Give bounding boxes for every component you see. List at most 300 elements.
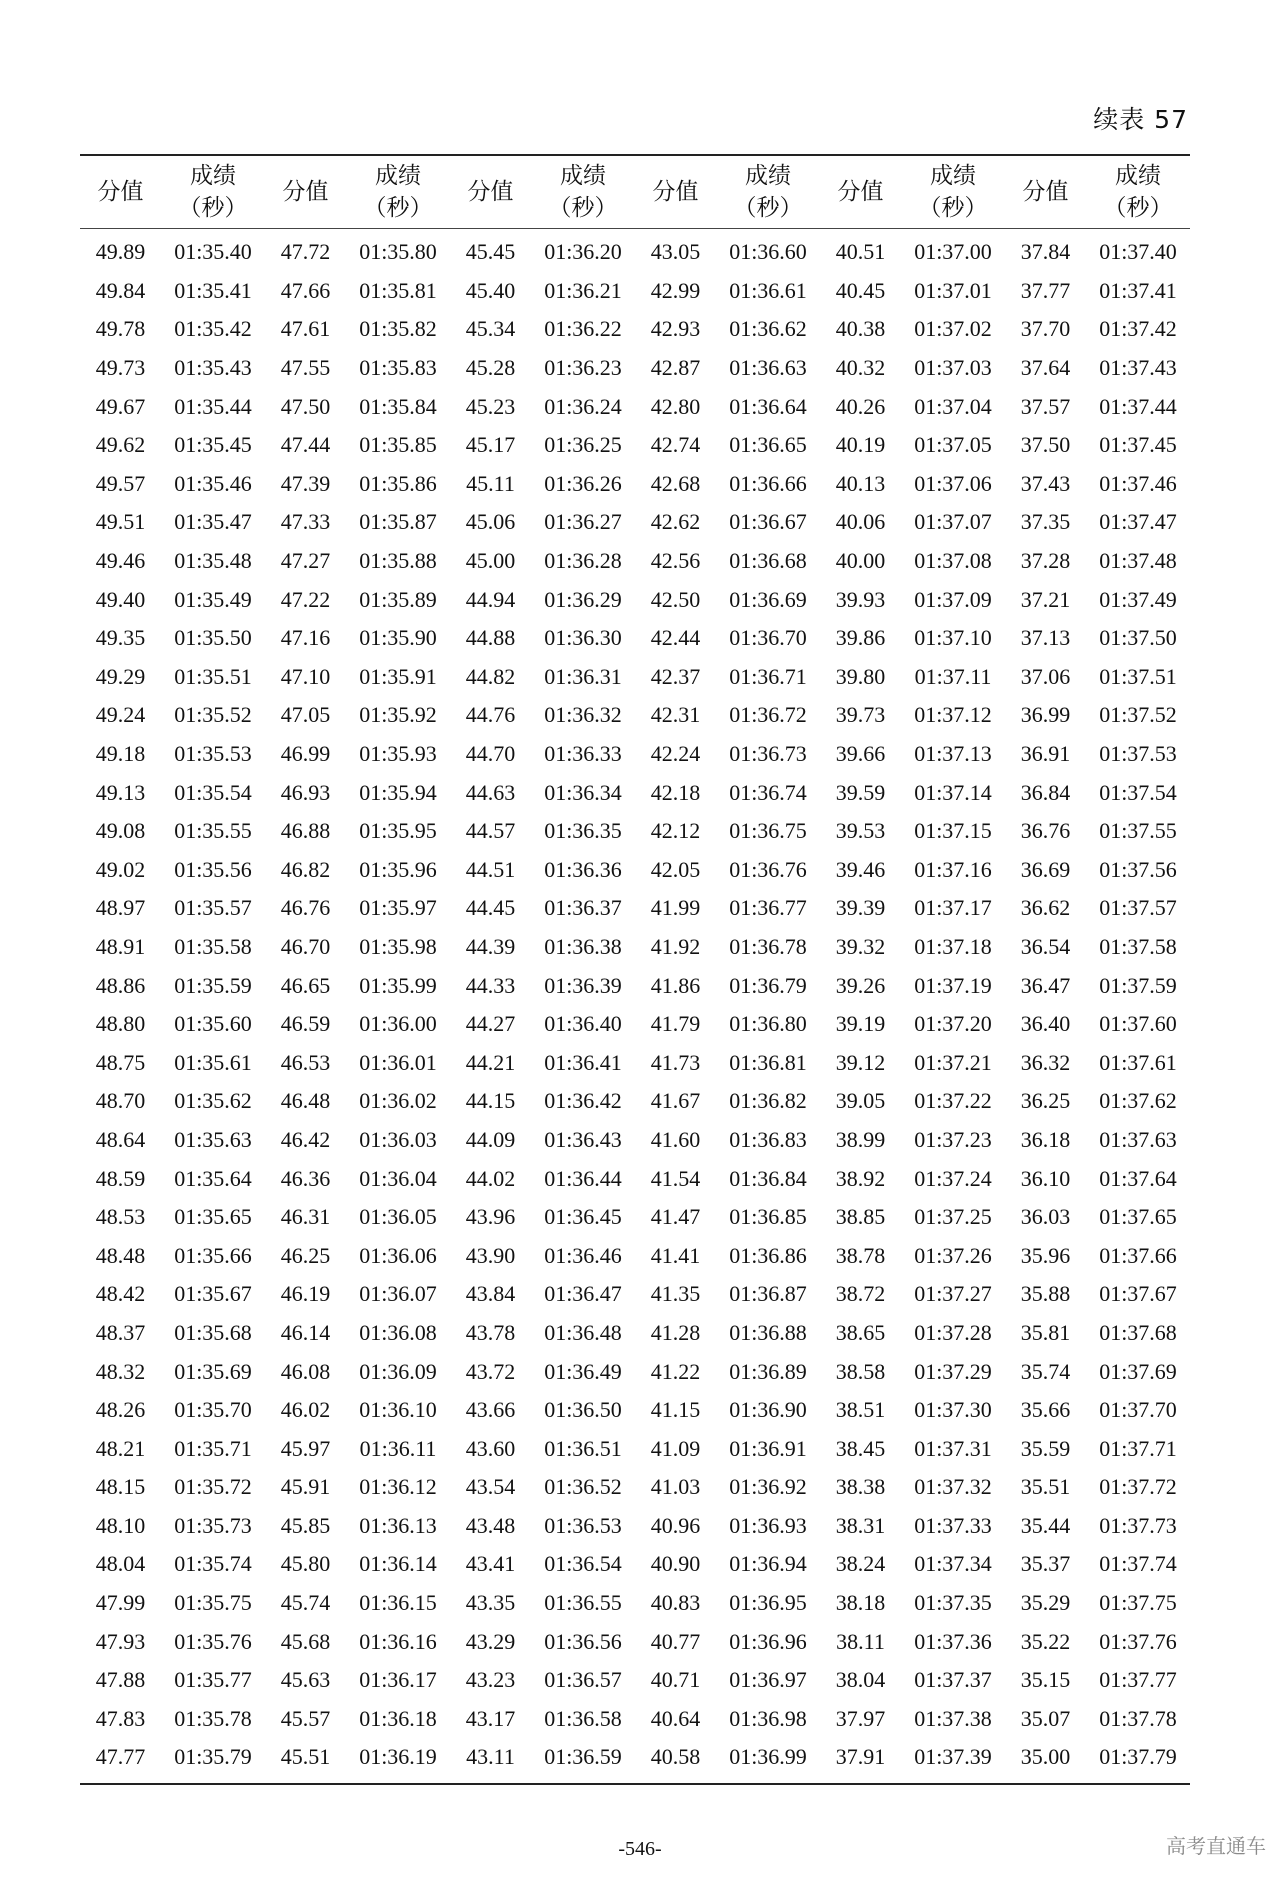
score-cell: 42.37 — [650, 663, 701, 689]
score-cell: 48.37 — [95, 1319, 146, 1345]
result-cell: 01:36.02 — [359, 1088, 437, 1114]
result-cell: 01:36.39 — [544, 972, 622, 998]
score-cell: 36.32 — [1020, 1049, 1071, 1075]
score-cell: 47.10 — [280, 663, 331, 689]
result-cell: 01:36.95 — [729, 1590, 807, 1616]
table-row — [80, 1545, 1190, 1584]
score-cell: 36.47 — [1020, 972, 1071, 998]
score-cell: 41.47 — [650, 1204, 701, 1230]
table-row — [80, 1391, 1190, 1430]
table-row — [80, 1159, 1190, 1198]
result-cell: 01:37.43 — [1099, 355, 1177, 381]
result-header: 成绩 （秒） — [901, 155, 1005, 229]
score-cell: 40.83 — [650, 1590, 701, 1616]
result-cell: 01:37.51 — [1099, 663, 1177, 689]
result-cell: 01:36.07 — [359, 1281, 437, 1307]
result-cell: 01:36.78 — [729, 933, 807, 959]
result-cell: 01:37.00 — [914, 239, 992, 265]
result-cell: 01:36.14 — [359, 1551, 437, 1577]
score-cell: 42.80 — [650, 393, 701, 419]
score-cell: 37.91 — [835, 1744, 886, 1770]
result-cell: 01:37.38 — [914, 1705, 992, 1731]
result-cell: 01:35.68 — [174, 1319, 252, 1345]
result-cell: 01:36.00 — [359, 1011, 437, 1037]
score-cell: 39.32 — [835, 933, 886, 959]
score-cell: 41.99 — [650, 895, 701, 921]
score-cell: 41.54 — [650, 1165, 701, 1191]
result-cell: 01:35.66 — [174, 1242, 252, 1268]
score-cell: 39.86 — [835, 625, 886, 651]
result-cell: 01:37.61 — [1099, 1049, 1177, 1075]
result-cell: 01:37.12 — [914, 702, 992, 728]
score-cell: 44.63 — [465, 779, 516, 805]
score-cell: 38.24 — [835, 1551, 886, 1577]
table-row — [80, 966, 1190, 1005]
table-header-row — [80, 155, 1190, 229]
result-cell: 01:36.38 — [544, 933, 622, 959]
score-cell: 38.99 — [835, 1126, 886, 1152]
result-cell: 01:36.03 — [359, 1126, 437, 1152]
watermark: 高考直通车 — [1166, 1834, 1266, 1858]
result-cell: 01:37.63 — [1099, 1126, 1177, 1152]
result-cell: 01:37.69 — [1099, 1358, 1177, 1384]
result-cell: 01:35.51 — [174, 663, 252, 689]
result-cell: 01:37.67 — [1099, 1281, 1177, 1307]
result-cell: 01:37.42 — [1099, 316, 1177, 342]
score-cell: 42.87 — [650, 355, 701, 381]
result-cell: 01:36.69 — [729, 586, 807, 612]
result-cell: 01:37.45 — [1099, 432, 1177, 458]
result-cell: 01:35.73 — [174, 1512, 252, 1538]
result-cell: 01:36.92 — [729, 1474, 807, 1500]
table-row — [80, 889, 1190, 928]
score-cell: 42.31 — [650, 702, 701, 728]
score-cell: 40.00 — [835, 548, 886, 574]
result-cell: 01:37.26 — [914, 1242, 992, 1268]
result-cell: 01:36.97 — [729, 1667, 807, 1693]
result-cell: 01:35.88 — [359, 548, 437, 574]
result-cell: 01:37.44 — [1099, 393, 1177, 419]
score-cell: 46.88 — [280, 818, 331, 844]
result-cell: 01:36.61 — [729, 277, 807, 303]
result-cell: 01:35.96 — [359, 856, 437, 882]
score-cell: 44.76 — [465, 702, 516, 728]
score-cell: 49.62 — [95, 432, 146, 458]
result-cell: 01:36.71 — [729, 663, 807, 689]
score-cell: 38.18 — [835, 1590, 886, 1616]
score-cell: 47.27 — [280, 548, 331, 574]
score-cell: 41.67 — [650, 1088, 701, 1114]
result-cell: 01:36.68 — [729, 548, 807, 574]
score-cell: 40.45 — [835, 277, 886, 303]
score-cell: 45.51 — [280, 1744, 331, 1770]
result-cell: 01:36.75 — [729, 818, 807, 844]
result-cell: 01:36.33 — [544, 741, 622, 767]
result-cell: 01:36.90 — [729, 1397, 807, 1423]
result-cell: 01:36.77 — [729, 895, 807, 921]
result-cell: 01:37.31 — [914, 1435, 992, 1461]
score-cell: 39.73 — [835, 702, 886, 728]
result-cell: 01:36.51 — [544, 1435, 622, 1461]
table-row — [80, 1429, 1190, 1468]
score-cell: 43.41 — [465, 1551, 516, 1577]
result-cell: 01:37.03 — [914, 355, 992, 381]
score-cell: 36.25 — [1020, 1088, 1071, 1114]
result-cell: 01:36.01 — [359, 1049, 437, 1075]
score-cell: 40.19 — [835, 432, 886, 458]
score-cell: 42.24 — [650, 741, 701, 767]
score-cell: 44.09 — [465, 1126, 516, 1152]
result-cell: 01:36.26 — [544, 470, 622, 496]
result-cell: 01:36.13 — [359, 1512, 437, 1538]
score-cell: 43.48 — [465, 1512, 516, 1538]
score-cell: 38.92 — [835, 1165, 886, 1191]
result-cell: 01:37.14 — [914, 779, 992, 805]
score-cell: 43.11 — [466, 1744, 515, 1770]
result-cell: 01:37.77 — [1099, 1667, 1177, 1693]
result-cell: 01:36.82 — [729, 1088, 807, 1114]
result-cell: 01:37.60 — [1099, 1011, 1177, 1037]
result-cell: 01:37.73 — [1099, 1512, 1177, 1538]
score-cell: 40.96 — [650, 1512, 701, 1538]
score-cell: 40.38 — [835, 316, 886, 342]
score-cell: 48.53 — [95, 1204, 146, 1230]
score-cell: 47.16 — [280, 625, 331, 651]
table-row — [80, 1468, 1190, 1507]
result-cell: 01:35.49 — [174, 586, 252, 612]
result-cell: 01:36.52 — [544, 1474, 622, 1500]
score-cell: 41.41 — [650, 1242, 701, 1268]
score-cell: 47.22 — [280, 586, 331, 612]
result-cell: 01:36.24 — [544, 393, 622, 419]
table-row — [80, 1507, 1190, 1546]
score-cell: 40.71 — [650, 1667, 701, 1693]
score-cell: 46.25 — [280, 1242, 331, 1268]
score-cell: 39.80 — [835, 663, 886, 689]
result-cell: 01:35.89 — [359, 586, 437, 612]
result-cell: 01:37.30 — [914, 1397, 992, 1423]
score-cell: 37.77 — [1020, 277, 1071, 303]
score-cell: 36.03 — [1020, 1204, 1071, 1230]
result-cell: 01:37.24 — [914, 1165, 992, 1191]
score-cell: 41.03 — [650, 1474, 701, 1500]
table-row — [80, 503, 1190, 542]
score-cell: 35.88 — [1020, 1281, 1071, 1307]
result-cell: 01:36.34 — [544, 779, 622, 805]
result-cell: 01:37.50 — [1099, 625, 1177, 651]
result-cell: 01:37.78 — [1099, 1705, 1177, 1731]
score-cell: 43.23 — [465, 1667, 516, 1693]
score-cell: 39.53 — [835, 818, 886, 844]
result-cell: 01:36.28 — [544, 548, 622, 574]
table-row — [80, 1043, 1190, 1082]
result-cell: 01:36.06 — [359, 1242, 437, 1268]
score-cell: 38.04 — [835, 1667, 886, 1693]
result-cell: 01:36.16 — [359, 1628, 437, 1654]
score-cell: 49.89 — [95, 239, 146, 265]
result-header: 成绩 （秒） — [346, 155, 450, 229]
result-cell: 01:36.85 — [729, 1204, 807, 1230]
result-cell: 01:36.45 — [544, 1204, 622, 1230]
score-cell: 47.72 — [280, 239, 331, 265]
score-cell: 39.19 — [835, 1011, 886, 1037]
result-cell: 01:35.78 — [174, 1705, 252, 1731]
result-cell: 01:36.05 — [359, 1204, 437, 1230]
score-cell: 35.81 — [1020, 1319, 1071, 1345]
result-cell: 01:35.56 — [174, 856, 252, 882]
result-cell: 01:36.11 — [359, 1435, 437, 1461]
table-row — [80, 1700, 1190, 1739]
result-cell: 01:36.62 — [729, 316, 807, 342]
result-cell: 01:35.84 — [359, 393, 437, 419]
result-cell: 01:35.85 — [359, 432, 437, 458]
score-cell: 49.57 — [95, 470, 146, 496]
score-cell: 35.29 — [1020, 1590, 1071, 1616]
result-cell: 01:36.98 — [729, 1705, 807, 1731]
score-cell: 46.02 — [280, 1397, 331, 1423]
score-cell: 46.70 — [280, 933, 331, 959]
result-cell: 01:35.58 — [174, 933, 252, 959]
result-cell: 01:37.40 — [1099, 239, 1177, 265]
score-cell: 44.02 — [465, 1165, 516, 1191]
result-cell: 01:37.59 — [1099, 972, 1177, 998]
table-row — [80, 349, 1190, 388]
score-header: 分值 — [820, 155, 901, 229]
result-cell: 01:37.66 — [1099, 1242, 1177, 1268]
result-cell: 01:36.22 — [544, 316, 622, 342]
result-cell: 01:36.74 — [729, 779, 807, 805]
result-cell: 01:35.59 — [174, 972, 252, 998]
score-cell: 38.72 — [835, 1281, 886, 1307]
result-cell: 01:36.76 — [729, 856, 807, 882]
score-cell: 36.54 — [1020, 933, 1071, 959]
score-cell: 43.84 — [465, 1281, 516, 1307]
score-cell: 49.84 — [95, 277, 146, 303]
score-cell: 47.83 — [95, 1705, 146, 1731]
result-cell: 01:35.67 — [174, 1281, 252, 1307]
score-cell: 35.51 — [1020, 1474, 1071, 1500]
result-cell: 01:37.01 — [914, 277, 992, 303]
score-cell: 46.08 — [280, 1358, 331, 1384]
result-cell: 01:35.60 — [174, 1011, 252, 1037]
result-cell: 01:36.04 — [359, 1165, 437, 1191]
score-cell: 35.22 — [1020, 1628, 1071, 1654]
score-cell: 45.63 — [280, 1667, 331, 1693]
result-cell: 01:35.46 — [174, 470, 252, 496]
result-cell: 01:36.99 — [729, 1744, 807, 1770]
result-cell: 01:37.18 — [914, 933, 992, 959]
score-cell: 48.80 — [95, 1011, 146, 1037]
score-cell: 43.17 — [465, 1705, 516, 1731]
score-cell: 47.50 — [280, 393, 331, 419]
score-cell: 37.43 — [1020, 470, 1071, 496]
result-cell: 01:36.08 — [359, 1319, 437, 1345]
result-cell: 01:36.89 — [729, 1358, 807, 1384]
result-cell: 01:35.64 — [174, 1165, 252, 1191]
score-cell: 41.92 — [650, 933, 701, 959]
result-cell: 01:35.80 — [359, 239, 437, 265]
score-cell: 44.94 — [465, 586, 516, 612]
result-cell: 01:36.32 — [544, 702, 622, 728]
result-header: 成绩 （秒） — [531, 155, 635, 229]
result-cell: 01:35.71 — [174, 1435, 252, 1461]
score-cell: 49.08 — [95, 818, 146, 844]
score-cell: 45.06 — [465, 509, 516, 535]
score-cell: 48.42 — [95, 1281, 146, 1307]
result-cell: 01:35.81 — [359, 277, 437, 303]
result-cell: 01:37.65 — [1099, 1204, 1177, 1230]
result-cell: 01:36.12 — [359, 1474, 437, 1500]
result-cell: 01:37.09 — [914, 586, 992, 612]
result-cell: 01:36.80 — [729, 1011, 807, 1037]
score-cell: 38.45 — [835, 1435, 886, 1461]
table-row — [80, 542, 1190, 581]
result-cell: 01:37.10 — [914, 625, 992, 651]
result-cell: 01:35.53 — [174, 741, 252, 767]
table-body — [80, 229, 1190, 1784]
score-cell: 36.40 — [1020, 1011, 1071, 1037]
score-cell: 35.00 — [1020, 1744, 1071, 1770]
score-cell: 35.96 — [1020, 1242, 1071, 1268]
score-cell: 46.82 — [280, 856, 331, 882]
table-row — [80, 580, 1190, 619]
result-cell: 01:36.35 — [544, 818, 622, 844]
score-cell: 44.70 — [465, 741, 516, 767]
score-header: 分值 — [265, 155, 346, 229]
score-cell: 39.26 — [835, 972, 886, 998]
score-cell: 48.70 — [95, 1088, 146, 1114]
score-cell: 37.21 — [1020, 586, 1071, 612]
score-cell: 45.57 — [280, 1705, 331, 1731]
result-cell: 01:36.72 — [729, 702, 807, 728]
result-cell: 01:37.19 — [914, 972, 992, 998]
score-cell: 47.05 — [280, 702, 331, 728]
result-cell: 01:36.84 — [729, 1165, 807, 1191]
score-header: 分值 — [635, 155, 716, 229]
score-cell: 47.33 — [280, 509, 331, 535]
score-cell: 46.65 — [280, 972, 331, 998]
result-cell: 01:35.52 — [174, 702, 252, 728]
score-cell: 49.73 — [95, 355, 146, 381]
score-cell: 40.51 — [835, 239, 886, 265]
result-cell: 01:36.70 — [729, 625, 807, 651]
score-cell: 47.66 — [280, 277, 331, 303]
result-cell: 01:37.62 — [1099, 1088, 1177, 1114]
result-header: 成绩 （秒） — [161, 155, 265, 229]
score-cell: 48.04 — [95, 1551, 146, 1577]
result-cell: 01:36.25 — [544, 432, 622, 458]
result-cell: 01:36.19 — [359, 1744, 437, 1770]
score-cell: 47.44 — [280, 432, 331, 458]
table-row — [80, 426, 1190, 465]
score-cell: 39.39 — [835, 895, 886, 921]
score-header: 分值 — [80, 155, 161, 229]
result-cell: 01:36.66 — [729, 470, 807, 496]
result-cell: 01:36.40 — [544, 1011, 622, 1037]
score-cell: 47.93 — [95, 1628, 146, 1654]
result-cell: 01:37.13 — [914, 741, 992, 767]
score-cell: 37.70 — [1020, 316, 1071, 342]
score-cell: 48.48 — [95, 1242, 146, 1268]
score-cell: 35.07 — [1020, 1705, 1071, 1731]
score-cell: 37.50 — [1020, 432, 1071, 458]
score-cell: 38.65 — [835, 1319, 886, 1345]
score-cell: 48.10 — [95, 1512, 146, 1538]
score-cell: 42.99 — [650, 277, 701, 303]
score-cell: 44.82 — [465, 663, 516, 689]
score-cell: 49.35 — [95, 625, 146, 651]
score-cell: 45.74 — [280, 1590, 331, 1616]
table-row — [80, 1622, 1190, 1661]
result-cell: 01:36.17 — [359, 1667, 437, 1693]
score-cell: 39.59 — [835, 779, 886, 805]
result-header: 成绩 （秒） — [1086, 155, 1190, 229]
result-cell: 01:37.29 — [914, 1358, 992, 1384]
score-cell: 48.75 — [95, 1049, 146, 1075]
score-cell: 44.57 — [465, 818, 516, 844]
score-cell: 45.34 — [465, 316, 516, 342]
score-cell: 41.28 — [650, 1319, 701, 1345]
score-cell: 35.74 — [1020, 1358, 1071, 1384]
score-cell: 36.69 — [1020, 856, 1071, 882]
result-cell: 01:35.62 — [174, 1088, 252, 1114]
score-cell: 46.31 — [280, 1204, 331, 1230]
score-cell: 38.85 — [835, 1204, 886, 1230]
score-cell: 44.51 — [465, 856, 516, 882]
result-cell: 01:36.50 — [544, 1397, 622, 1423]
result-cell: 01:37.79 — [1099, 1744, 1177, 1770]
result-cell: 01:35.77 — [174, 1667, 252, 1693]
score-cell: 35.37 — [1020, 1551, 1071, 1577]
result-cell: 01:37.64 — [1099, 1165, 1177, 1191]
result-cell: 01:37.11 — [914, 663, 992, 689]
table-row — [80, 773, 1190, 812]
result-cell: 01:37.27 — [914, 1281, 992, 1307]
table-row — [80, 1121, 1190, 1160]
result-cell: 01:37.46 — [1099, 470, 1177, 496]
result-cell: 01:36.18 — [359, 1705, 437, 1731]
table-row — [80, 272, 1190, 311]
score-cell: 49.40 — [95, 586, 146, 612]
score-cell: 40.77 — [650, 1628, 701, 1654]
result-cell: 01:35.75 — [174, 1590, 252, 1616]
table-row — [80, 851, 1190, 890]
result-cell: 01:36.09 — [359, 1358, 437, 1384]
result-cell: 01:35.87 — [359, 509, 437, 535]
result-cell: 01:36.65 — [729, 432, 807, 458]
score-cell: 38.31 — [835, 1512, 886, 1538]
score-cell: 45.85 — [280, 1512, 331, 1538]
score-cell: 35.59 — [1020, 1435, 1071, 1461]
score-cell: 44.45 — [465, 895, 516, 921]
result-cell: 01:37.02 — [914, 316, 992, 342]
result-cell: 01:36.86 — [729, 1242, 807, 1268]
score-cell: 39.05 — [835, 1088, 886, 1114]
score-cell: 41.86 — [650, 972, 701, 998]
result-cell: 01:36.64 — [729, 393, 807, 419]
result-cell: 01:35.90 — [359, 625, 437, 651]
result-cell: 01:37.41 — [1099, 277, 1177, 303]
table-row — [80, 1314, 1190, 1353]
score-cell: 36.76 — [1020, 818, 1071, 844]
score-cell: 36.18 — [1020, 1126, 1071, 1152]
score-cell: 49.46 — [95, 548, 146, 574]
score-cell: 47.39 — [280, 470, 331, 496]
score-cell: 43.72 — [465, 1358, 516, 1384]
score-cell: 48.64 — [95, 1126, 146, 1152]
result-cell: 01:36.10 — [359, 1397, 437, 1423]
score-cell: 45.17 — [465, 432, 516, 458]
